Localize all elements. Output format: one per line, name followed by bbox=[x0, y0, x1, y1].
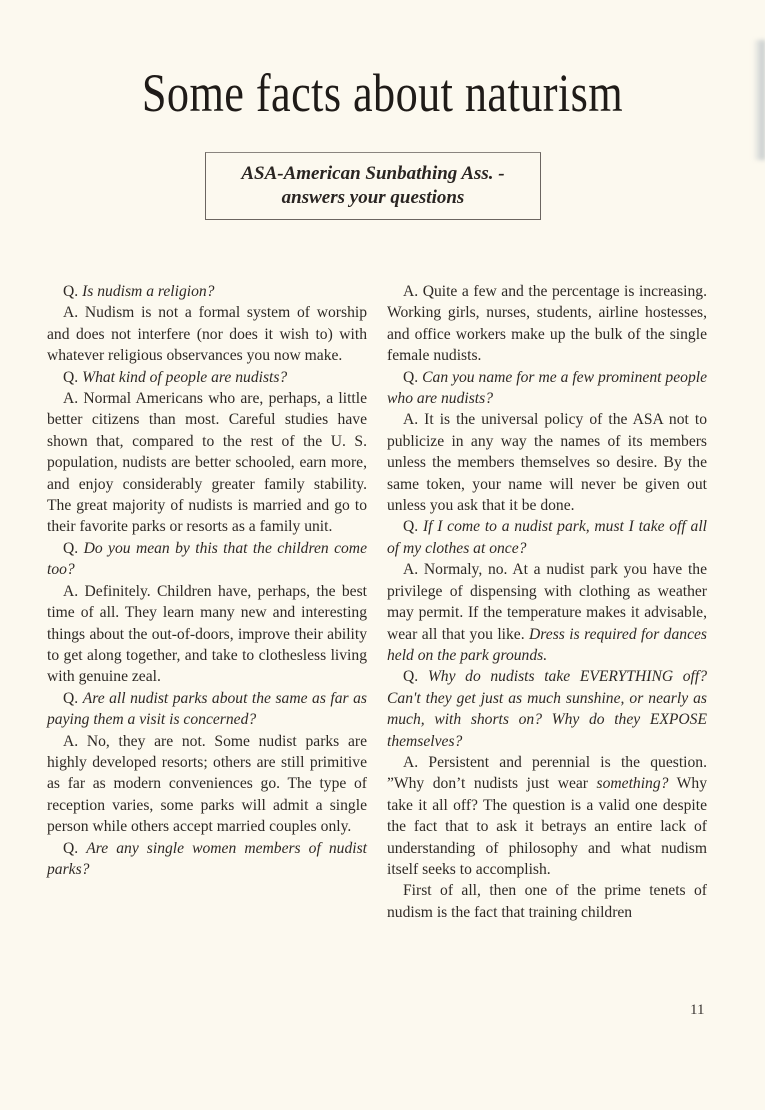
answer: A. Quite a few and the percentage is increasing. Working girls, nurses, students, airline hostesses, and office workers make up the bulk of the single female nudists. bbox=[387, 283, 707, 365]
question bbox=[47, 688, 367, 731]
right-column bbox=[387, 281, 707, 923]
answer: A. Definitely. Children have, perhaps, the best time of all. They learn many new and interesting things about the out-of-doors, improve their ability to get along together, and take to clothesless living with genuine zeal. bbox=[47, 582, 367, 686]
question-prefix: Q. bbox=[63, 283, 79, 300]
answer-emphasis: Dress is required for dances held on the park grounds. bbox=[387, 625, 707, 664]
answer-emphasis: something? bbox=[596, 775, 669, 793]
page-title: Some facts about naturism bbox=[141, 63, 624, 123]
question-prefix: Q. bbox=[63, 368, 79, 386]
question bbox=[47, 838, 367, 881]
page-number: 11 bbox=[690, 1002, 705, 1018]
subtitle-box bbox=[205, 152, 541, 220]
answer: A. Normal Americans who are, perhaps, a little better citizens than most. Careful studies have shown that, compared to the rest of the U. S. population, nudists are better schooled, earn more, and enjoy considerably greater family stability. The great majority of nudists is married and go to their favorite parks or resorts as a family unit. bbox=[47, 390, 367, 536]
question-prefix: Q. bbox=[63, 539, 79, 557]
answer: A. It is the universal policy of the ASA not to publicize in any way the names of its members unless the members themselves so desire. By the same token, your name will never be given out unless you ask that it be done. bbox=[387, 411, 707, 515]
question bbox=[47, 538, 367, 581]
answer bbox=[387, 559, 707, 666]
subtitle-line-1: ASA-American Sunbathing Ass. - bbox=[241, 163, 505, 184]
question bbox=[47, 281, 367, 302]
question-text: Do you mean by this that the children come too? bbox=[47, 539, 367, 579]
subtitle-line-2: answers your questions bbox=[281, 187, 465, 208]
answer-text-continued: Why take it all off? The question is a valid one despite the fact that to ask it betrays an entire lack of understanding of philosophy and what nudism itself seeks to accomplish. bbox=[387, 775, 707, 878]
question-prefix: Q. bbox=[403, 368, 419, 386]
question bbox=[387, 367, 707, 410]
question bbox=[387, 666, 707, 752]
question-prefix: Q. bbox=[403, 518, 419, 536]
question-text: If I come to a nudist park, must I take off all of my clothes at once? bbox=[387, 518, 707, 557]
question-text: Why do nudists take EVERYTHING off? Can't they get just as much sunshine, or nearly as much, with shorts on? Why do they EXPOSE themselves? bbox=[387, 668, 707, 750]
question-text: Can you name for me a few prominent people who are nudists? bbox=[387, 368, 707, 408]
question-prefix: Q. bbox=[63, 839, 79, 857]
page-edge-stain bbox=[753, 40, 765, 160]
question-prefix: Q. bbox=[403, 668, 419, 686]
answer: First of all, then one of the prime tenets of nudism is the fact that training children bbox=[387, 882, 707, 921]
answer: A. No, they are not. Some nudist parks are highly developed resorts; others are still primitive as far as modern conveniences go. The type of reception varies, some parks will admit a single person while others accept married couples only. bbox=[47, 732, 367, 836]
question bbox=[387, 516, 707, 559]
answer-text: A. Persistent and perennial is the question. ”Why don’t nudists just wear bbox=[387, 753, 707, 793]
answer-text: A. Normaly, no. At a nudist park you have the privilege of dispensing with clothing as weather may permit. If the temperature makes it advisable, wear all that you like. bbox=[387, 561, 707, 643]
answer: A. Nudism is not a formal system of worship and does not interfere (nor does it wish to) with whatever religious observances you now make. bbox=[47, 304, 367, 365]
question-text: What kind of people are nudists? bbox=[82, 368, 288, 386]
question-text: Are all nudist parks about the same as far as paying them a visit is concerned? bbox=[47, 689, 367, 729]
answer bbox=[387, 752, 707, 880]
left-column bbox=[47, 281, 367, 880]
question-text: Is nudism a religion? bbox=[82, 283, 215, 300]
question bbox=[47, 367, 367, 388]
question-text: Are any single women members of nudist parks? bbox=[47, 839, 367, 878]
question-prefix: Q. bbox=[63, 689, 79, 707]
